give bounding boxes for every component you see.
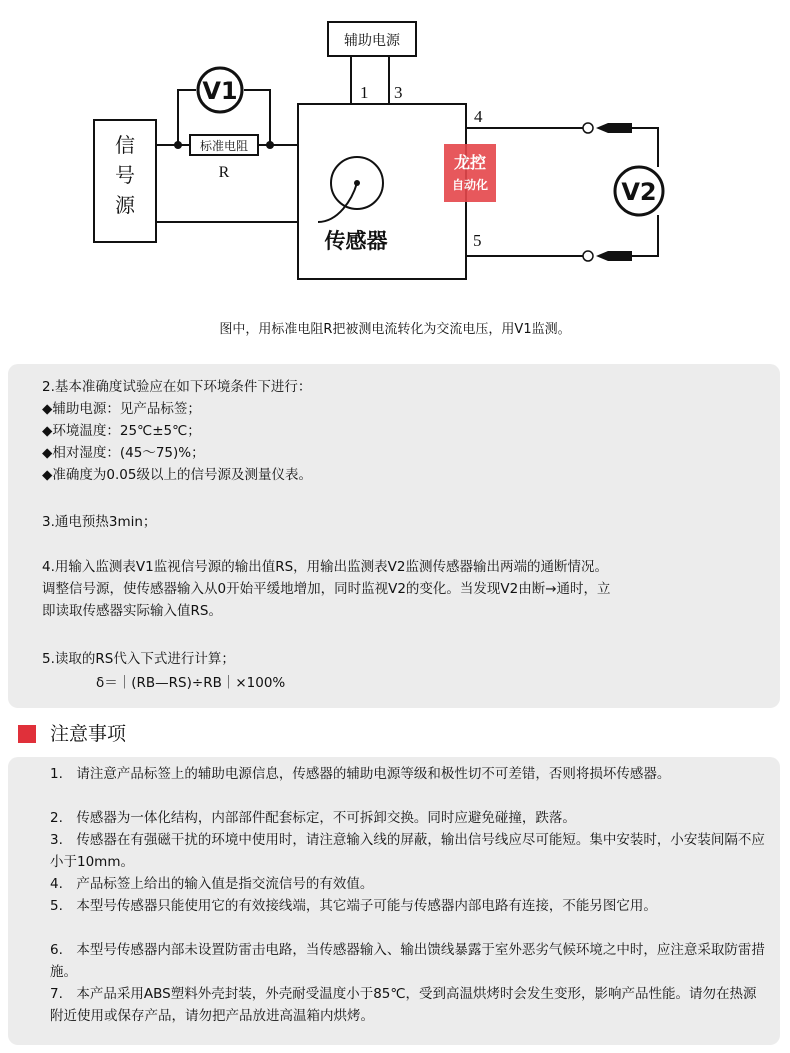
note-7: 7. 本产品采用ABS塑料外壳封装，外壳耐受温度小于85℃，受到高温烘烤时会发生变形，影响产品性能。请勿在热源附近使用或保存产品，请勿把产品放进高温箱内烘烤。 — [50, 986, 757, 1024]
wiring-diagram — [0, 0, 790, 300]
stamp-line-2: 自动化 — [451, 178, 488, 192]
resistor-label: 标准电阻 — [199, 139, 249, 153]
signal-source-char-2: 号 — [115, 165, 135, 187]
signal-source-char-3: 源 — [115, 195, 135, 217]
step-4-line-3: 即读取传感器实际输入值RS。 — [42, 603, 222, 619]
pin-3-label: 3 — [394, 83, 403, 102]
note-3: 3. 传感器在有强磁干扰的环境中使用时，请注意输入线的屏蔽，输出信号线应尽可能短。集中安装时，小安装间隔不应小于10mm。 — [50, 832, 765, 870]
notes-title: 注意事项 — [50, 723, 127, 745]
note-1: 1. 请注意产品标签上的辅助电源信息，传感器的辅助电源等级和极性切不可差错，否则将损坏传感器。 — [50, 766, 671, 782]
step-3: 3.通电预热3min； — [42, 514, 157, 530]
sensor-label: 传感器 — [324, 229, 388, 253]
step-2-item-humidity: ◆相对湿度：(45～75)%； — [42, 445, 205, 461]
signal-source-char-1: 信 — [115, 135, 135, 157]
pin-4-label: 4 — [474, 107, 483, 126]
heading-marker — [18, 725, 36, 743]
note-6: 6. 本型号传感器内部未设置防雷击电路，当传感器输入、输出馈线暴露于室外恶劣气候环境之中时，应注意采取防雷措施。 — [50, 942, 765, 980]
diagram-caption: 图中，用标准电阻R把被测电流转化为交流电压，用V1监测。 — [219, 322, 571, 337]
v2-label: V2 — [621, 178, 657, 206]
note-2: 2. 传感器为一体化结构，内部部件配套标定，不可拆卸交换。同时应避免碰撞，跌落。 — [50, 810, 576, 826]
step-2-heading: 2.基本准确度试验应在如下环境条件下进行： — [42, 379, 312, 395]
v1-label: V1 — [202, 77, 238, 105]
formula: δ＝｜(RB—RS)÷RB｜×100% — [96, 675, 286, 691]
step-2-item-temperature: ◆环境温度：25℃±5℃； — [42, 423, 201, 439]
note-5: 5. 本型号传感器只能使用它的有效接线端，其它端子可能与传感器内部电路有连接，不能另图它用。 — [50, 898, 657, 914]
stamp-line-1: 龙控 — [453, 153, 486, 172]
step-5: 5.读取的RS代入下式进行计算； — [42, 651, 235, 667]
resistor-symbol: R — [218, 164, 230, 181]
brand-stamp — [444, 144, 496, 202]
aux-power-label: 辅助电源 — [344, 33, 400, 49]
pin-5-label: 5 — [473, 231, 482, 250]
step-2-item-accuracy: ◆准确度为0.05级以上的信号源及测量仪表。 — [42, 467, 312, 483]
step-4-line-1: 4.用输入监测表V1监视信号源的输出值RS，用输出监测表V2监测传感器输出两端的通断情况。 — [42, 559, 608, 575]
pin-1-label: 1 — [360, 83, 369, 102]
step-2-item-power: ◆辅助电源：见产品标签； — [42, 401, 201, 417]
note-4: 4. 产品标签上给出的输入值是指交流信号的有效值。 — [50, 876, 374, 892]
step-4-line-2: 调整信号源，使传感器输入从0开始平缓地增加，同时监视V2的变化。当发现V2由断→通时，立 — [42, 581, 611, 597]
